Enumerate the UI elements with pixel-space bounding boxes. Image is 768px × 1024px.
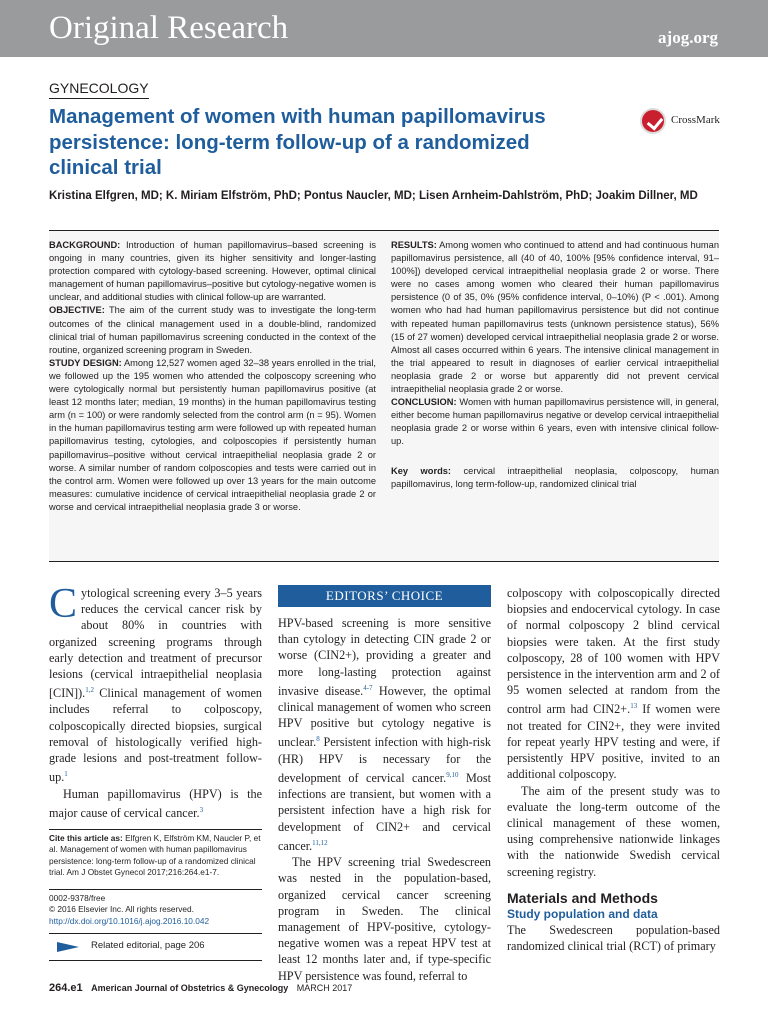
author-list: Kristina Elfgren, MD; K. Miriam Elfström, PhD; Pontus Naucler, MD; Lisen Arnheim-Dahlström, PhD; Joakim Dillner, MD [49,190,698,202]
citation-label: Cite this article as: [49,833,123,843]
crossmark-label: CrossMark [671,114,720,126]
study-design-text: Among 12,527 women aged 32–38 years enrolled in the trial, we followed up the 195 women who attended the colposcopy screening who were cytologically normal but persistently human papillomavirus positive (at least 12 months later; median, 19 months) in the human papillomavirus testing arm (n = 100) or were randomly selected from the control arm (n = 95). Women in the human papillomavirus testing arm were followed up with repeated human papillomavirus testing, cytologies, and colposcopies if persistently human papillomavirus–positive without cervical intraepithelial neoplasia grade 2 or worse. A similar number of random colposcopies and tests were carried out in the control arm. Women were followed up over 13 years for the main outcome measures: cumulative incidence of cervical intraepithelial neoplasia grade 2 or worse and cervical intraepithelial neoplasia grade 3 or worse. [49,357,376,512]
objective-text: The aim of the current study was to investigate the long-term outcomes of the clinical management used in a double-blind, randomized clinical trial of human papillomavirus screening conducted in the context of the routine, organized screening program in Sweden. [49,305,376,355]
keywords-text: cervical intraepithelial neoplasia, colposcopy, human papillomavirus, long term-follow-up, randomized clinical trial [391,465,719,489]
page-number: 264.e1 [49,982,83,994]
body-column-1 [49,581,262,820]
reference-link[interactable]: 13 [630,702,638,711]
intro-paragraph-5: colposcopy with colposcopically directed biopsies and endocervical cytology. In case of normal colposcopy 2 blind cervical biopsies were taken. At the first study colposcopy, 28 of 100 women with HPV persistence in the intervention arm and 2 of 95 women selected at random from the control arm had CIN2+. [507,586,720,717]
abstract-left-column [49,239,376,555]
intro-paragraph-3-cont3: Most infections are transient, but women with a persistent infection have a high risk for development of CIN2+ and cervical cancer. [278,771,492,853]
intro-paragraph-5-cont: If women were not treated for CIN2+, they were invited for repeat yearly HPV testing and were, if persistently HPV positive, invited to an additional colposcopy. [507,702,720,782]
keywords-label: Key words: [391,465,452,476]
copyright-block [49,889,262,927]
objective-label: OBJECTIVE: [49,305,105,316]
header-banner [0,0,768,57]
intro-paragraph-3-cont: However, the optimal clinical management of women who screen HPV positive but cytology negative is unclear. [278,683,491,750]
intro-paragraph-2: Human papillomavirus (HPV) is the major cause of cervical cancer. [49,786,262,820]
reference-link[interactable]: 1,2 [85,686,94,695]
crossmark-icon [640,108,666,134]
issue-date: MARCH 2017 [296,983,353,993]
results-text: Among women who continued to attend and had continuous human papillomavirus persistence, all (40 of 40, 100% [95% confidence interval, 91–100%]) developed cervical intraepithelial neoplasia grade 2 or worse. There were no cases among women who cleared their human papillomavirus persistence (0 of 35, 0% (95% confidence interval, 0–10%) (P < .001). Among women who had had human papillomavirus persistence but did not continue with repeated human papillomavirus tests (unknown persistence status), 56% (15 of 27 women) developed cervical intraepithelial neoplasia grade 2 or worse. Almost all cases occurred within 6 years. The intensive clinical management in the trial appeared to result in diagnoses of earlier cervical intraepithelial neoplasia grade 2 or worse but apparently did not prevent cervical intraepithelial neoplasia grade 2 or worse. [391,240,719,395]
citation-text: Elfgren K, Elfström KM, Naucler P, et al. Management of women with human papillomavirus persistence: long-term follow-up of a randomized clinical trial. Am J Obstet Gynecol 2017;216:264.e1-7. [49,833,261,878]
crossmark-badge[interactable] [640,108,760,136]
reference-link[interactable]: 11,12 [312,838,328,847]
doi-link[interactable]: http://dx.doi.org/10.1016/j.ajog.2016.10.042 [49,915,210,926]
reference-link[interactable]: 9,10 [446,770,459,779]
intro-paragraph-6: The aim of the present study was to evaluate the long-term outcome of the clinical management of these women, using comprehensive nationwide linkages with the nationwide Swedish cervical screening registry. [507,783,720,879]
conclusion-label: CONCLUSION: [391,397,457,408]
intro-paragraph-3-cont2: Persistent infection with high-risk (HR) HPV is necessary for the development of cervical cancer. [278,735,491,786]
methods-paragraph-1: The Swedescreen population-based randomized clinical trial (RCT) of primary [507,923,720,954]
body-column-2 [278,585,492,983]
results-label: RESULTS: [391,240,437,250]
conclusion-text: Women with human papillomavirus persistence will, in general, either become human papillomavirus negative or develop cervical intraepithelial neoplasia grade 2 or worse within 6 years, even with intensive clinical follow-up. [391,397,719,447]
reference-link[interactable]: 4-7 [363,683,373,692]
intro-paragraph-1-cont: Clinical management of women includes referral to colposcopy, colposcopically directed biopsies, surgical removal of histologically verified high-grade lesions and post-treatment follow-up. [49,686,262,785]
intro-paragraph-4: The HPV screening trial Swedescreen was nested in the population-based, organized cervical cancer screening program in Sweden. The clinical management of HPV-positive, cytology-negative women was a repeat HPV test at least 12 months later and, if type-specific HPV persistence was found, referral to [278,855,491,983]
article-title: Management of women with human papillomavirus persistence: long-term follow-up of a randomized clinical trial [49,105,546,179]
background-text: Introduction of human papillomavirus–based screening is ongoing in many countries, given its higher sensitivity and longer-lasting protection compared with cytology-based screening. However, optimal clinical management of human papillomavirus–positive but cytology-negative women is unclear, and additional studies with clinical follow-up are warranted. [49,240,376,303]
methods-heading: Materials and Methods [507,889,658,906]
issn-line: 0002-9378/free [49,893,106,903]
journal-site-link[interactable]: ajog.org [658,28,718,47]
reference-link[interactable]: 8 [316,735,320,744]
journal-name: American Journal of Obstetrics & Gynecology [91,983,289,993]
reference-link[interactable]: 3 [199,805,204,814]
drop-cap: C [49,581,78,627]
copyright-line: © 2016 Elsevier Inc. All rights reserved. [49,904,194,915]
intro-paragraph-1: ytological screening every 3–5 years reduces the cervical cancer risk by about 80% in countries with organized screening programs through early detection and treatment of precursor lesions (cervical intraepithelial neoplasia [CIN]). [49,586,262,701]
citation-box [49,829,262,879]
intro-paragraph-3: HPV-based screening is more sensitive than cytology in detecting CIN grade 2 or worse (CIN2+), providing a greater and more long-lasting protection against invasive disease. [278,616,491,698]
background-label: BACKGROUND: [49,240,121,250]
related-editorial-label: Related editorial, page 206 [91,940,205,951]
related-editorial[interactable] [49,933,262,961]
study-design-label: STUDY DESIGN: [49,357,122,368]
section-label: GYNECOLOGY [49,80,149,99]
banner-title: Original Research [49,10,289,46]
methods-subheading: Study population and data [507,906,658,921]
abstract [49,230,719,562]
page-footer [49,982,352,994]
reference-link[interactable]: 1 [64,770,68,779]
body-column-3 [507,585,720,963]
abstract-right-column [391,239,719,555]
arrow-right-icon [57,942,79,952]
editors-choice-badge: EDITORS’ CHOICE [278,585,491,607]
